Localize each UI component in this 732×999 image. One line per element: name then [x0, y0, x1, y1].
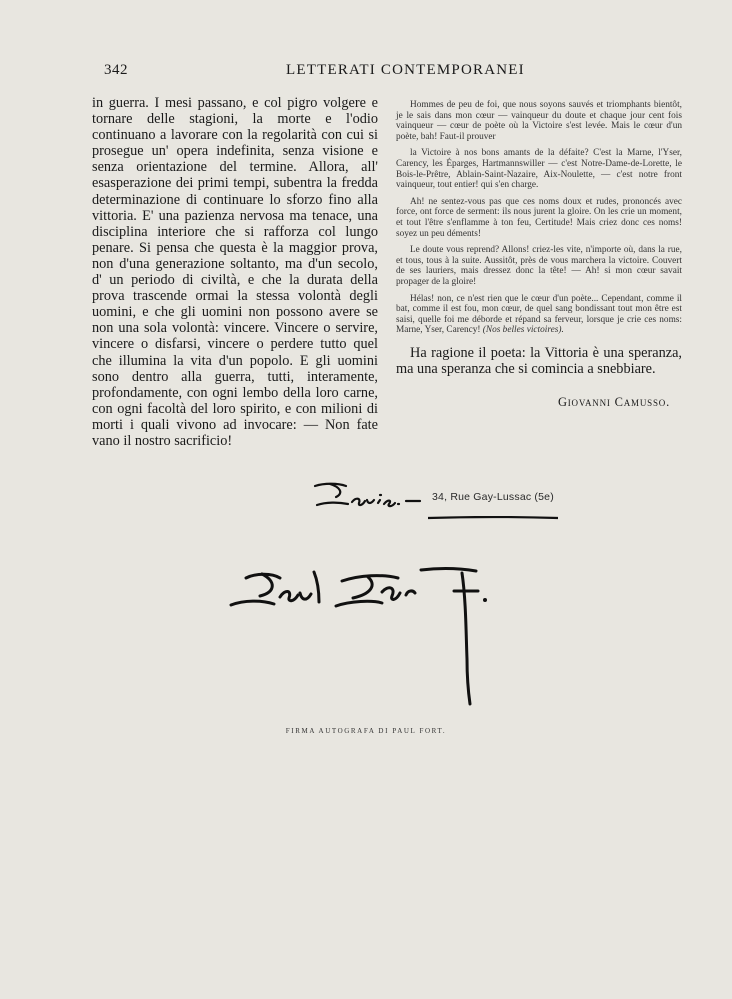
- figure-caption: FIRMA AUTOGRAFA DI PAUL FORT.: [285, 727, 447, 735]
- autograph-underline: [428, 516, 558, 520]
- french-quotation: [396, 100, 682, 336]
- quote-paragraph-2: la Victoire à nos bons amants de la défaite? C'est la Marne, l'Yser, Carency, les Éparges, Hartmannswiller — c'est Notre-Dame-de-Lorette, le Bois-le-Prêtre, Ablain-Saint-Nazaire, Aix-Noulette, — c'est notre front vainqueur, tout entier! qui s'en charge.: [396, 148, 682, 191]
- left-column: [92, 95, 378, 449]
- author-signature: Giovanni Camusso.: [557, 395, 670, 410]
- quote-paragraph-1: Hommes de peu de foi, que nous soyons sauvés et triomphants bientôt, je le sais dans mon cœur — vainqueur du doute et chaque jour cent fois vainqueur — cœur de poète où la Victoire s'est levée. Mais le cœur d'un poète, bah! Faut-il prouver: [396, 100, 682, 142]
- page-number: 342: [104, 62, 128, 78]
- quote-paragraph-5: [396, 294, 682, 336]
- body-paragraph: in guerra. I mesi passano, e col pigro volgere e tornare delle stagioni, la morte e l'odio continuano a lavorare con la regolarità con cui si prosegue un' opera indefinita, senza visione e senza orientazione del termine. Allora, all' esasperazione dei primi tempi, subentra la fredda determinazione di continuare lo sforzo fino alla vittoria. E' una pazienza nervosa ma tenace, una disciplina interiore che si rafforza col lungo penare. Si pensa che questa è la maggior prova, non d'una generazione soltanto, ma d'un secolo, d' un periodo di civiltà, e che la durata della prova trascende ormai la stessa volontà degli uomini, e che gli uomini non possono avere se non una sola volontà: vincere. Vincere o servire, vincere o disfarsi, vincere o perdere tutto quel che illumina la vita d'un popolo. E gli uomini sono dentro alla guerra, tutti, interamente, profondamente, con ogni lembo della loro carne, con ogni facoltà del loro spirito, e con milioni di morti i quali vivono ad invocare: — Non fate vano il nostro sacrificio!: [92, 95, 378, 449]
- autograph-address: 34, Rue Gay-Lussac (5e): [432, 491, 554, 503]
- quote-paragraph-3: Ah! ne sentez-vous pas que ces noms doux et rudes, prononcés avec force, ont force de serment: ils nous jurent la gloire. On les crie un moment, et tout l'être s'enflamme à ton feu, Certitude! Mais criez donc ces noms! soyez un peu déments!: [396, 196, 682, 239]
- quote-paragraph-5-text: Hélas! non, ce n'est rien que le cœur d'un poète... Cependant, comme il bat, comme il est fou, mon cœur, de quel sang bondissant tout mon être est saisi, quelle foi me déborde et répand sa ferveur, lorsque je crie ces noms: Marne, Yser, Carency!: [396, 293, 682, 336]
- autograph-place-handwriting: [312, 480, 424, 510]
- comment-paragraph: Ha ragione il poeta: la Vittoria è una speranza, ma una speranza che si comincia a snebbiare.: [396, 344, 682, 378]
- autograph-name-handwriting: [222, 564, 502, 716]
- running-title: LETTERATI CONTEMPORANEI: [286, 62, 525, 78]
- right-column: [396, 100, 682, 410]
- quote-source: (Nos belles victoires).: [482, 325, 564, 336]
- quote-paragraph-4: Le doute vous reprend? Allons! criez-les vite, n'importe où, dans la rue, et tous, tous à la suite. Aussitôt, près de vous marchera la victoire. Couvert de ses lauriers, mais dressez donc la tête! — Ah! si mon cœur savait propager de la gloire!: [396, 245, 682, 287]
